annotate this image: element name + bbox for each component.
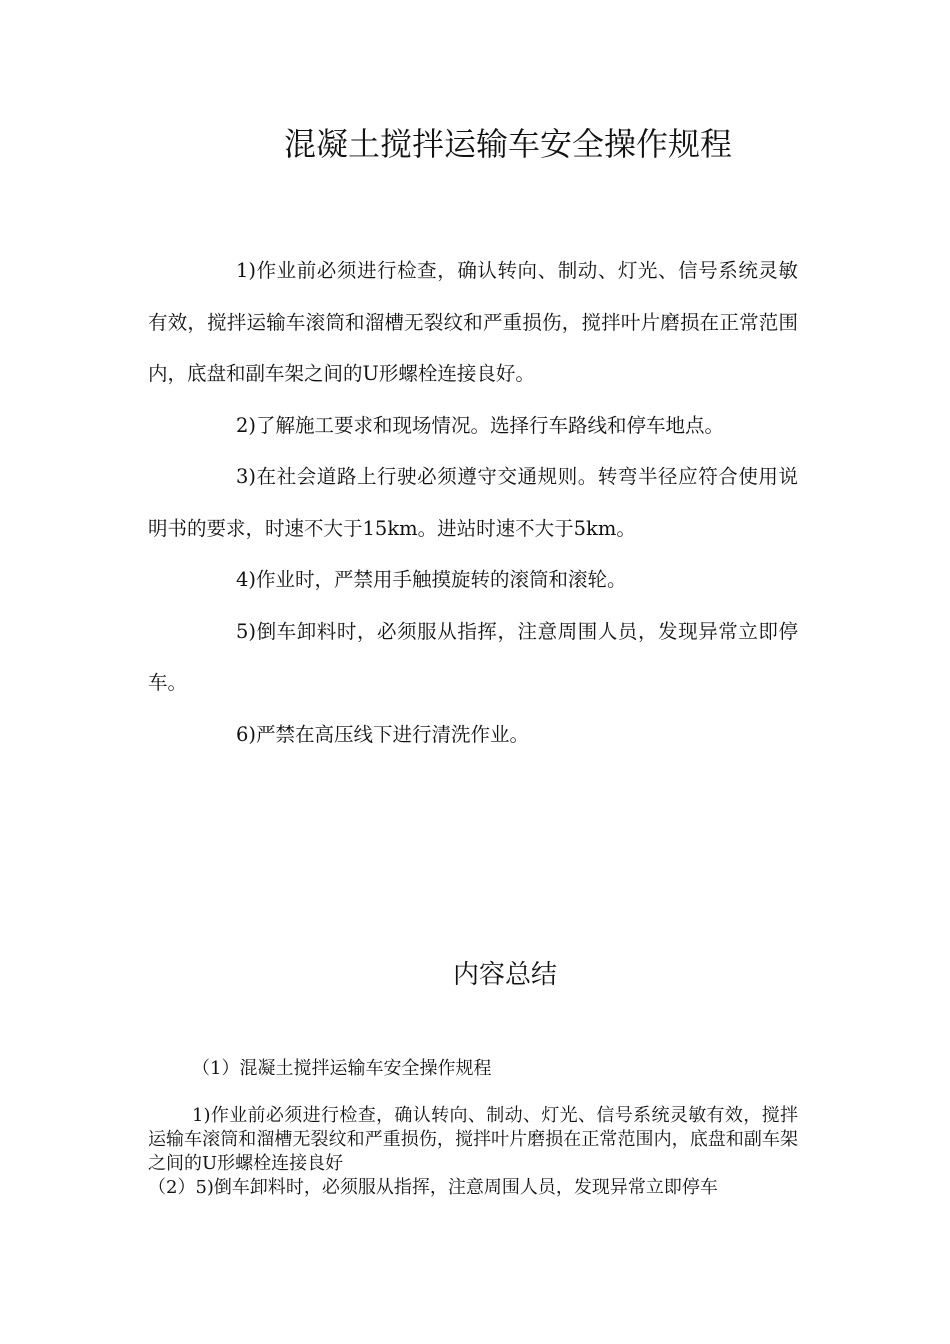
summary-item-1: （1）混凝土搅拌运输车安全操作规程 <box>192 1058 492 1079</box>
paragraph-5: 5)倒车卸料时，必须服从指挥，注意周围人员，发现异常立即停车。 <box>148 619 798 694</box>
summary-item-2: （2）5)倒车卸料时，必须服从指挥，注意周围人员，发现异常立即停车 <box>148 1177 718 1198</box>
document-title: 混凝土搅拌运输车安全操作规程 <box>283 125 732 163</box>
paragraph-1: 1)作业前必须进行检查，确认转向、制动、灯光、信号系统灵敏有效，搅拌运输车滚筒和溜槽无裂纹和严重损伤，搅拌叶片磨损在正常范围内，底盘和副车架之间的U形螺栓连接良好。 <box>148 259 798 385</box>
paragraph-3: 3)在社会道路上行驶必须遵守交通规则。转弯半径应符合使用说明书的要求，时速不大于15km。进站时速不大于5km。 <box>148 465 798 540</box>
document-body <box>148 245 798 760</box>
summary-item-1-detail: 1)作业前必须进行检查，确认转向、制动、灯光、信号系统灵敏有效，搅拌运输车滚筒和溜槽无裂纹和严重损伤，搅拌叶片磨损在正常范围内，底盘和副车架之间的U形螺栓连接良好 <box>148 1105 798 1174</box>
paragraph-2: 2)了解施工要求和现场情况。选择行车路线和停车地点。 <box>236 413 725 437</box>
paragraph-6: 6)严禁在高压线下进行清洗作业。 <box>236 722 530 746</box>
paragraph-4: 4)作业时，严禁用手触摸旋转的滚筒和滚轮。 <box>236 568 627 591</box>
summary-title: 内容总结 <box>452 960 557 990</box>
summary-block <box>148 1104 798 1200</box>
